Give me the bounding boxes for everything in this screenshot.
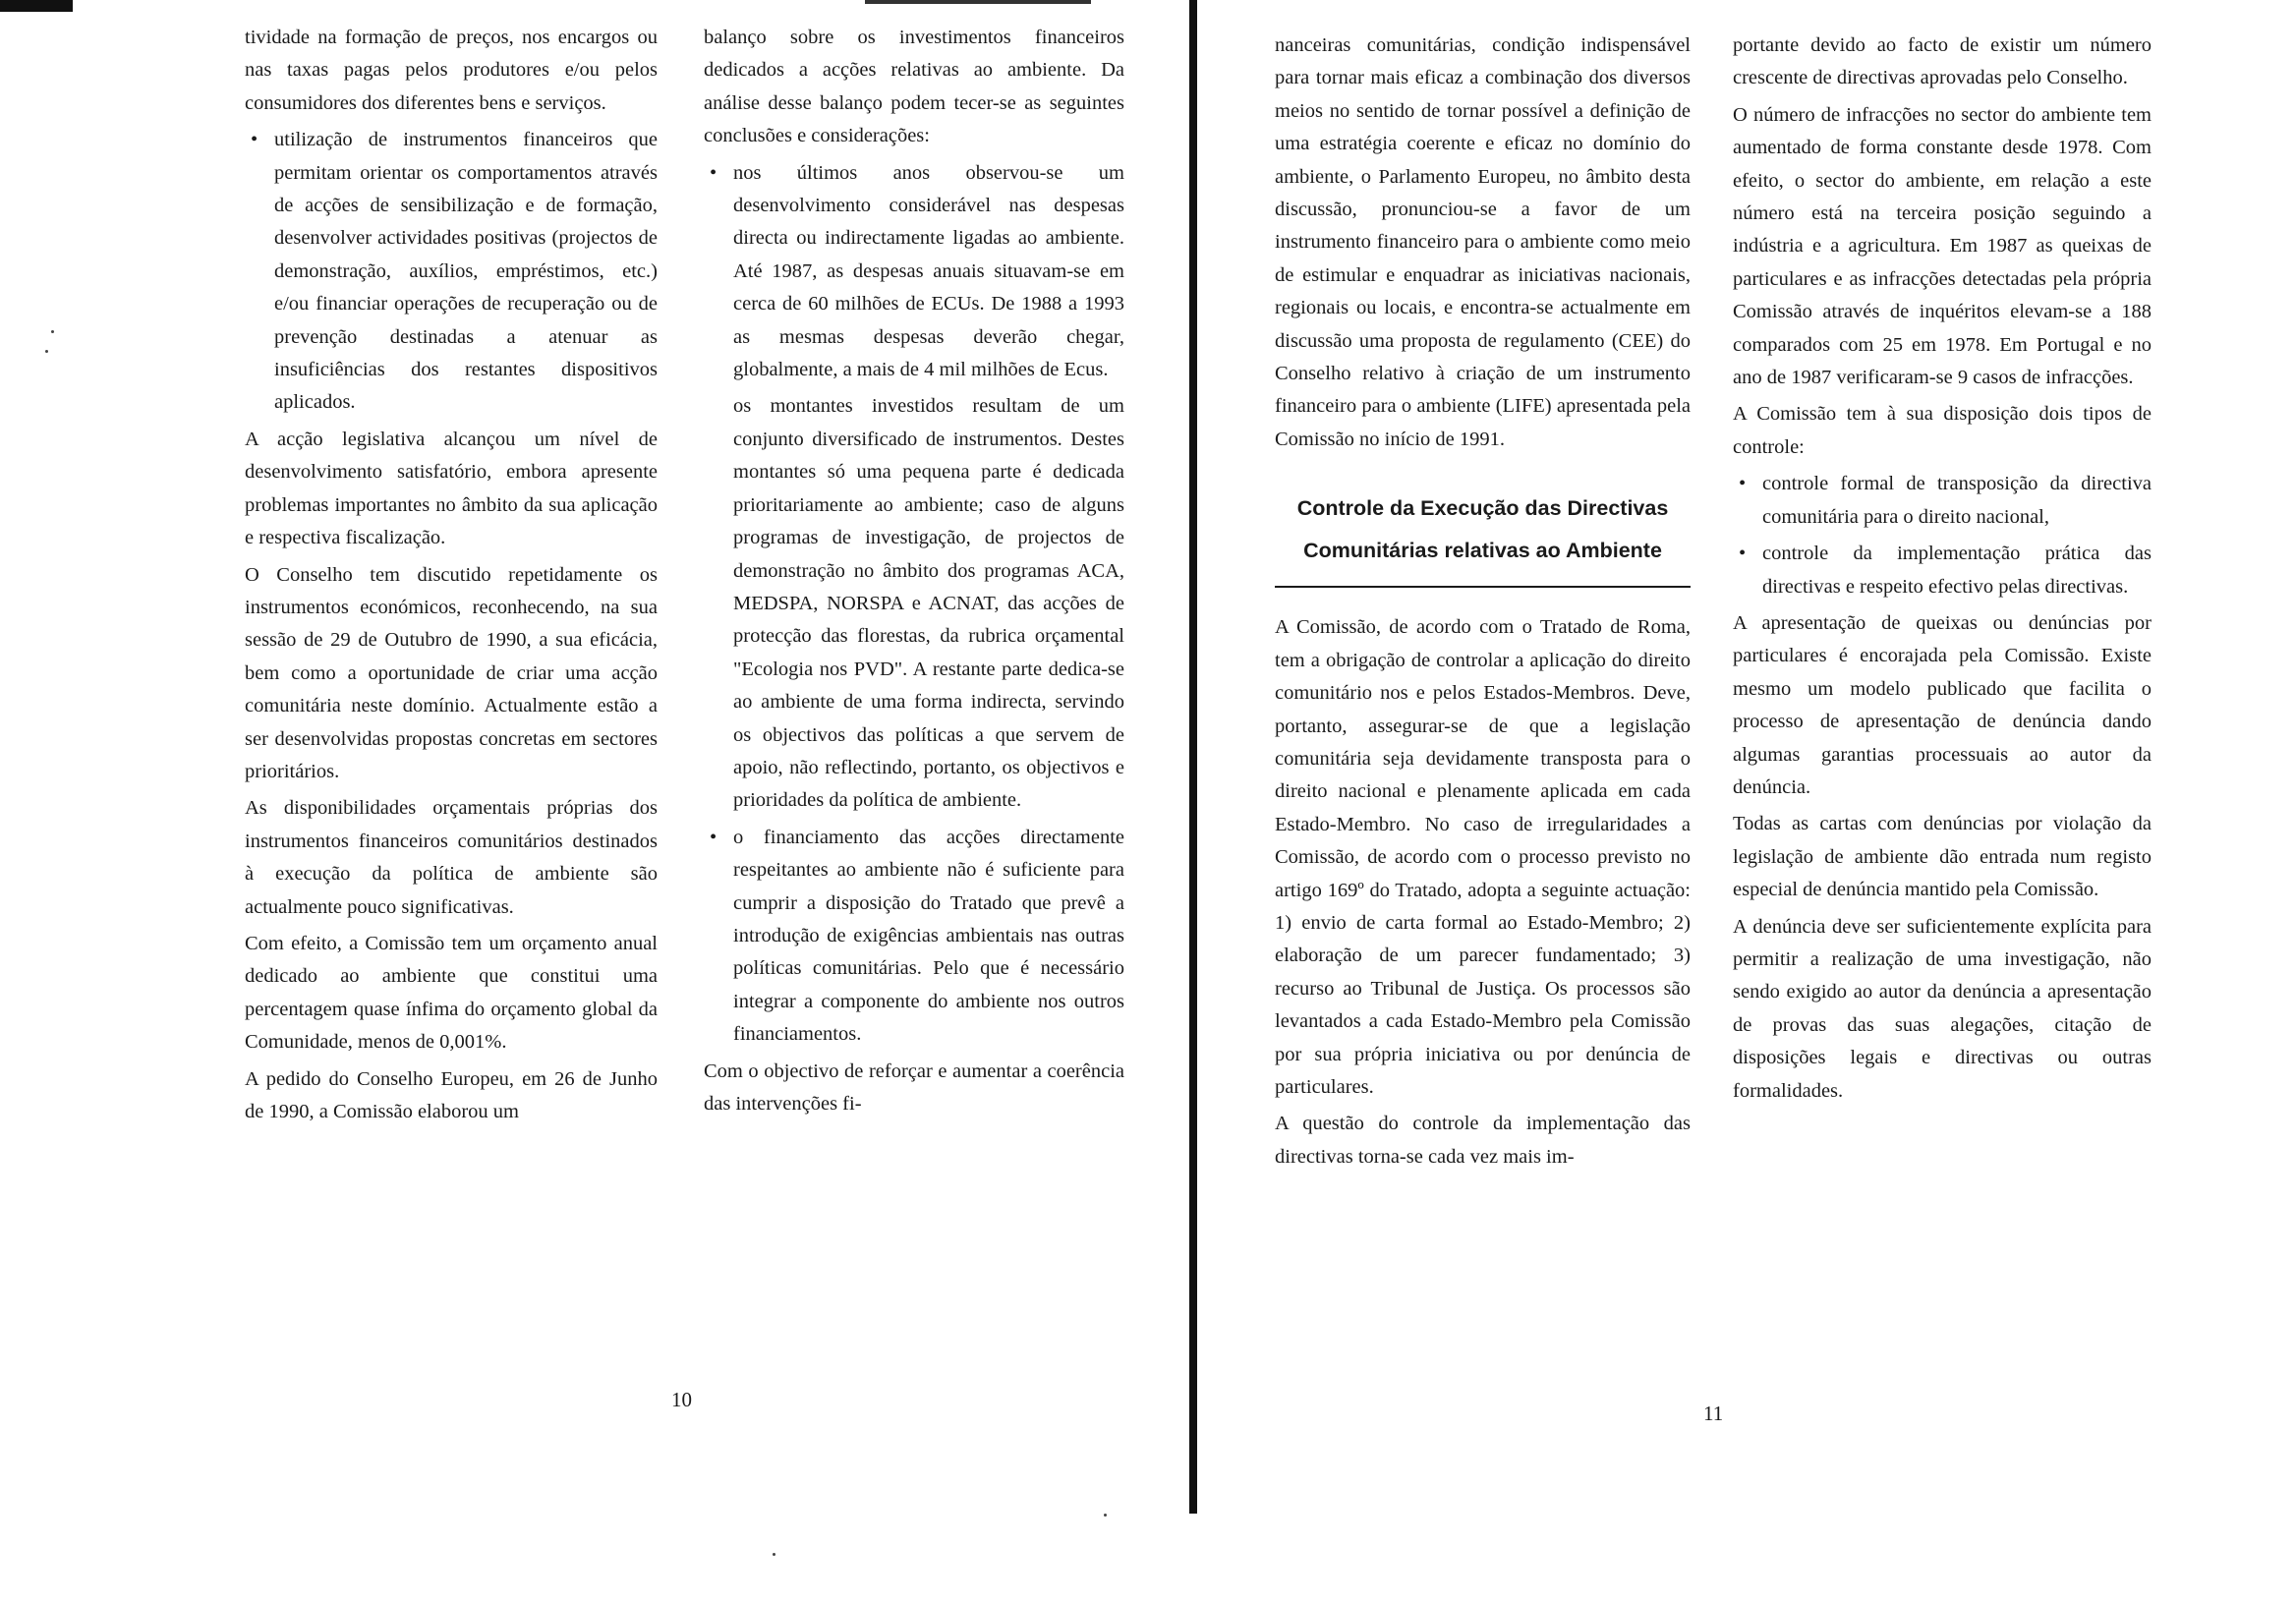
right-page-column-1 [1275,29,1691,1177]
paragraph: As disponibilidades orçamentais próprias dos instrumentos financeiros comunitários destinados à execução da política de ambiente são actualmente pouco significativas. [245,797,658,918]
paragraph: Com o objectivo de reforçar e aumentar a coerência das intervenções fi- [704,1060,1124,1115]
paragraph: A denúncia deve ser suficientemente explícita para permitir a realização de uma investigação, não sendo exigido ao autor da denúncia a apresentação de provas das suas alegações, citação de disposições legais e directivas ou outras formalidades. [1733,915,2152,1102]
list-item: • nos últimos anos observou-se um desenvolvimento considerável nas despesas directa ou indirectamente ligadas ao ambiente. Até 1987, as despesas anuais situavam-se em cerca de 60 milhões de ECUs. De 1988 a 1993 as mesmas despesas deverão chegar, globalmente, a mais de 4 mil milhões de Ecus. [704,157,1124,387]
scan-artifact [865,0,1091,4]
paragraph: A questão do controle da implementação das directivas torna-se cada vez mais im- [1275,1113,1691,1168]
scan-speck [45,350,48,353]
paragraph: A pedido do Conselho Europeu, em 26 de Junho de 1990, a Comissão elaborou um [245,1067,658,1122]
list-item: • controle da implementação prática das directivas e respeito efectivo pelas directivas. [1733,538,2152,603]
section-heading: Controle da Execução das Directivas Comunitárias relativas ao Ambiente [1275,487,1691,588]
left-page-column-2 [704,22,1124,1124]
paragraph: Todas as cartas com denúncias por violação da legislação de ambiente dão entrada num registo especial de denúncia mantido pela Comissão. [1733,813,2152,901]
paragraph: A Comissão, de acordo com o Tratado de Roma, tem a obrigação de controlar a aplicação do direito comunitário nos e pelos Estados-Membros. Deve, portanto, assegurar-se de que a legislação comunitária seja devidamente transposta para o direito nacional e plenamente aplicada em cada Estado-Membro. No caso de irregularidades a Comissão, de acordo com o processo previsto no artigo 169º do Tratado, adopta a seguinte actuação: 1) envio de carta formal ao Estado-Membro; 2) elaboração de um parecer fundamentado; 3) recurso ao Tribunal de Justiça. Os processos são levantados a cada Estado-Membro pela Comissão por sua própria iniciativa ou por denúncia de particulares. [1275,616,1691,1098]
paragraph: Com efeito, a Comissão tem um orçamento anual dedicado ao ambiente que constitui uma percentagem quase ínfima do orçamento global da Comunidade, menos de 0,001%. [245,932,658,1054]
bullet-list [1733,468,2152,603]
left-page-column-1 [245,22,658,1132]
paragraph: A acção legislativa alcançou um nível de desenvolvimento satisfatório, embora apresente problemas importantes no âmbito da sua aplicação e respectiva fiscalização. [245,428,658,549]
right-page-column-2 [1733,29,2152,1112]
paragraph: balanço sobre os investimentos financeiros dedicados a acções relativas ao ambiente. Da análise desse balanço podem tecer-se as seguintes conclusões e considerações: [704,27,1124,147]
bullet-list [245,22,658,420]
page-number: 11 [1703,1402,1724,1425]
scan-speck [773,1553,775,1556]
paragraph: O Conselho tem discutido repetidamente os instrumentos económicos, reconhecendo, na sua sessão de 29 de Outubro de 1990, a sua eficácia, bem como a oportunidade de criar uma acção comunitária neste domínio. Actualmente estão a ser desenvolvidas propostas concretas em sectores prioritários. [245,563,658,782]
list-item: tividade na formação de preços, nos encargos ou nas taxas pagas pelos produtores e/ou pelos consumidores dos diferentes bens e serviços. [245,27,658,114]
list-item: os montantes investidos resultam de um conjunto diversificado de instrumentos. Destes montantes só uma pequena parte é dedicada prioritariamente ao ambiente; caso de alguns programas de investigação, de projectos de demonstração no âmbito dos programas ACA, MEDSPA, NORSPA e ACNAT, das acções de protecção das florestas, da rubrica orçamental "Ecologia nos PVD". A restante parte dedica-se ao ambiente de uma forma indirecta, servindo os objectivos das políticas a que servem de apoio, não reflectindo, portanto, os objectivos e prioridades da política de ambiente. [733,395,1124,812]
paragraph: nanceiras comunitárias, condição indispensável para tornar mais eficaz a combinação dos diversos meios no sentido de tornar possível a definição de uma estratégia coerente e eficaz no domínio do ambiente, o Parlamento Europeu, no âmbito desta discussão, pronunciou-se a favor de um instrumento financeiro para o ambiente como meio de estimular e enquadrar as iniciativas nacionais, regionais ou locais, e encontra-se actualmente em discussão uma proposta de regulamento (CEE) do Conselho relativo à criação de um instrumento financeiro para o ambiente (LIFE) apresentada pela Comissão no início de 1991. [1275,34,1691,450]
paragraph: A apresentação de queixas ou denúncias por particulares é encorajada pela Comissão. Existe mesmo um modelo publicado que facilita o processo de apresentação de denúncia dando algumas garantias processuais ao autor da denúncia. [1733,611,2152,798]
bullet-list [704,157,1124,1052]
scan-speck [1104,1514,1107,1517]
list-item: • utilização de instrumentos financeiros que permitam orientar os comportamentos através de acções de sensibilização e de formação, desenvolver actividades positivas (projectos de demonstração, auxílios, empréstimos, etc.) e/ou financiar operações de recuperação ou de prevenção destinadas a atenuar as insuficiências dos restantes dispositivos aplicados. [245,124,658,420]
scan-speck [51,330,54,333]
page-number: 10 [671,1388,692,1411]
scan-artifact [0,0,73,12]
paragraph: portante devido ao facto de existir um número crescente de directivas aprovadas pelo Conselho. [1733,34,2152,89]
book-spine [1189,0,1197,1514]
list-item: • controle formal de transposição da directiva comunitária para o direito nacional, [1733,468,2152,534]
list-item: • o financiamento das acções directamente respeitantes ao ambiente não é suficiente para cumprir a disposição do Tratado que prevê a introdução de exigências ambientais nas outras políticas comunitárias. Pelo que é necessário integrar a componente do ambiente nos outros financiamentos. [704,822,1124,1052]
paragraph: A Comissão tem à sua disposição dois tipos de controle: [1733,403,2152,458]
paragraph: O número de infracções no sector do ambiente tem aumentado de forma constante desde 1978. Com efeito, o sector do ambiente, em relação a este número está na terceira posição seguindo a indústria e a agricultura. Em 1987 as queixas de particulares e as infracções detectadas pela própria Comissão através de inquéritos elevam-se a 188 comparados com 25 em 1978. Em Portugal e no ano de 1987 verificaram-se 9 casos de infracções. [1733,103,2152,389]
